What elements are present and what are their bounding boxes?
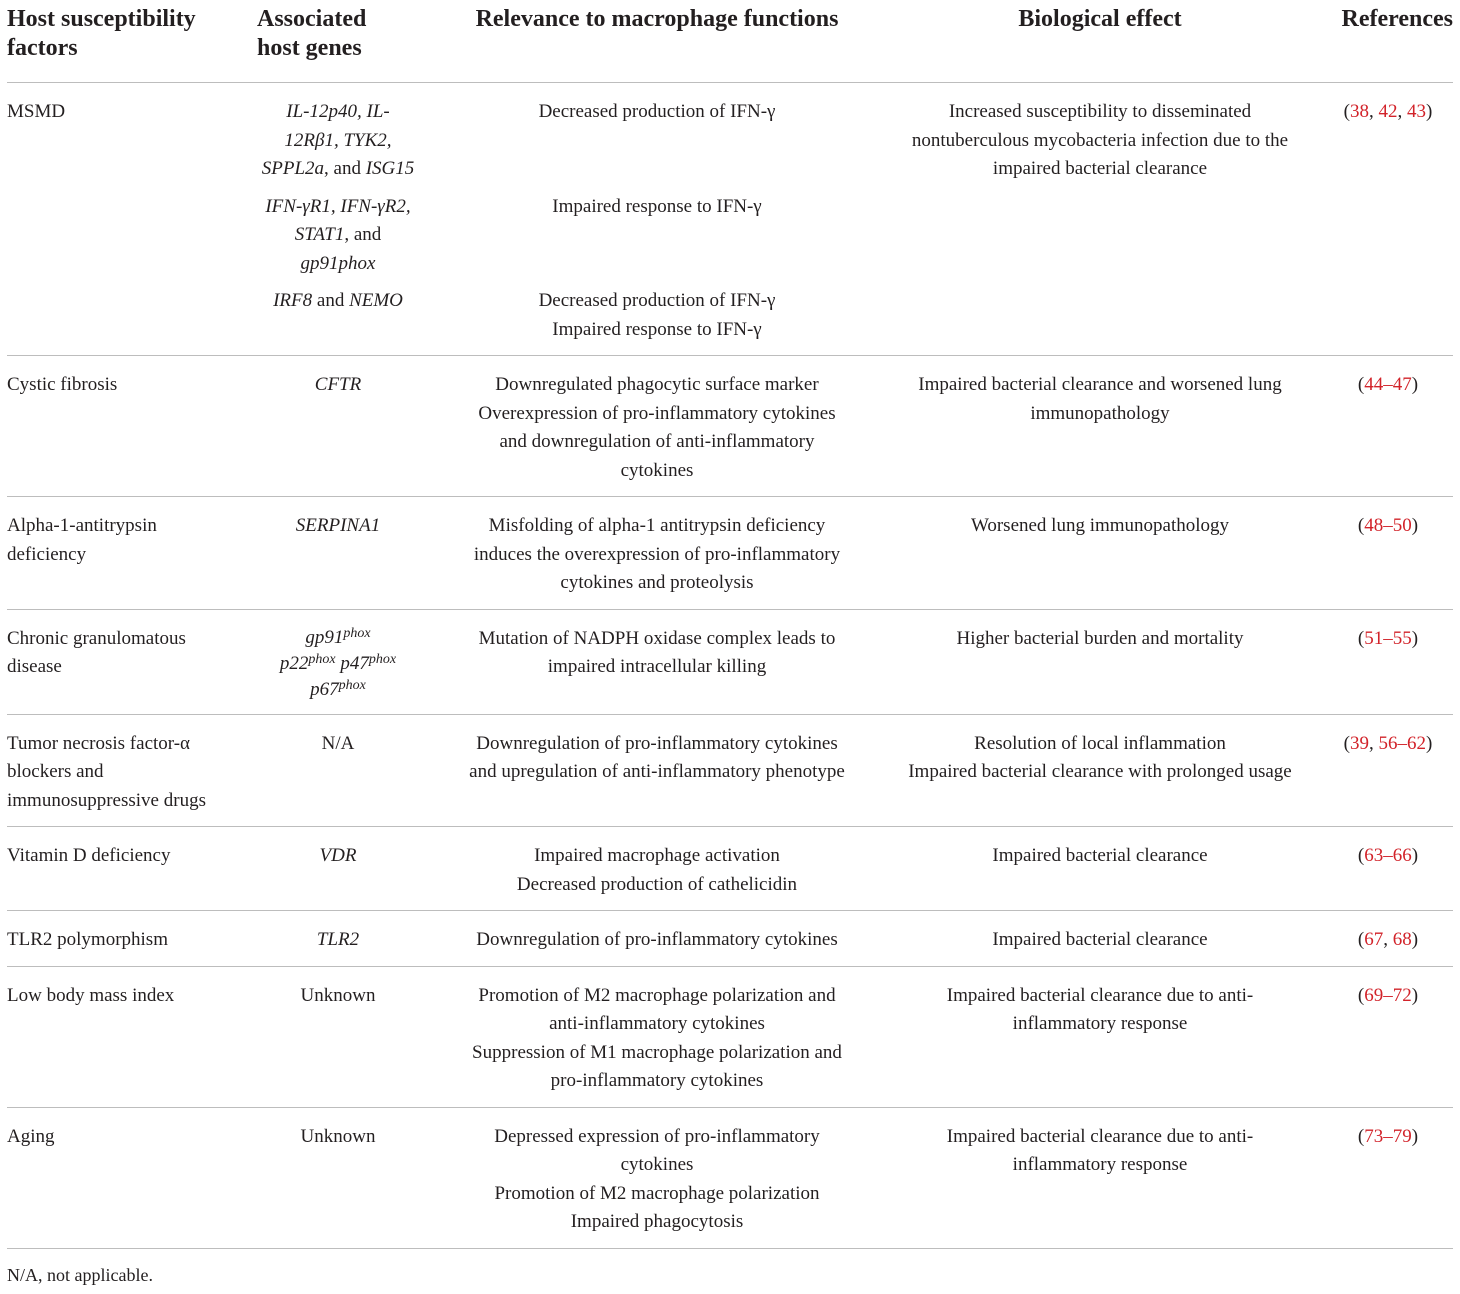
cell-effect: Impaired bacterial clearance xyxy=(877,911,1323,967)
cell-references: (38, 42, 43) xyxy=(1323,83,1453,356)
cell-genes: Unknown xyxy=(239,1107,437,1248)
cell-relevance: Mutation of NADPH oxidase complex leads to impaired intracellular killing xyxy=(437,609,877,714)
table-row-tnf-blockers xyxy=(7,714,1453,827)
header-references: References xyxy=(1323,0,1453,83)
cell-factor: MSMD xyxy=(7,83,239,356)
header-host-factors: Host susceptibility factors xyxy=(7,0,239,83)
cell-genes: SERPINA1 xyxy=(239,497,437,610)
table-row-vitamin-d xyxy=(7,827,1453,911)
cell-effect: Resolution of local inflammation Impaired bacterial clearance with prolonged usage xyxy=(877,714,1323,827)
header-associated-genes: Associated host genes xyxy=(239,0,437,83)
ref-link[interactable]: 68 xyxy=(1392,929,1412,950)
header-relevance: Relevance to macrophage functions xyxy=(437,0,877,83)
cell-genes: N/A xyxy=(239,714,437,827)
table-row-tlr2 xyxy=(7,911,1453,967)
cell-factor: TLR2 polymorphism xyxy=(7,911,239,967)
ref-link[interactable]: 42 xyxy=(1378,101,1398,122)
cell-factor: Chronic granulomatous disease xyxy=(7,609,239,714)
ref-link[interactable]: 48–50 xyxy=(1364,515,1412,536)
ref-link[interactable]: 63–66 xyxy=(1364,845,1412,866)
cell-genes: $gp91^{phox}$ $p22^{phox}$ $p47^{phox}$ $p67^{phox}$ xyxy=(239,609,437,714)
cell-relevance: Downregulation of pro-inflammatory cytokines and upregulation of anti-inflammatory phenotype xyxy=(437,714,877,827)
table-row-chronic-granulomatous xyxy=(7,609,1453,714)
ref-link[interactable]: 43 xyxy=(1407,101,1426,122)
ref-link[interactable]: 38 xyxy=(1350,101,1369,122)
ref-link[interactable]: 44–47 xyxy=(1364,374,1412,395)
cell-genes: Unknown xyxy=(239,966,437,1107)
cell-relevance: Depressed expression of pro-inflammatory cytokines Promotion of M2 macrophage polarization Impaired phagocytosis xyxy=(437,1107,877,1248)
cell-factor: Alpha-1-antitrypsin deficiency xyxy=(7,497,239,610)
cell-genes: VDR xyxy=(239,827,437,911)
cell-references: (69–72) xyxy=(1323,966,1453,1107)
ref-link[interactable]: 73–79 xyxy=(1364,1125,1412,1147)
table-row-aging xyxy=(7,1107,1453,1248)
cell-factor: Vitamin D deficiency xyxy=(7,827,239,911)
cell-references: (63–66) xyxy=(1323,827,1453,911)
cell-effect: Impaired bacterial clearance due to anti- inflammatory response xyxy=(877,1107,1323,1248)
header-biological-effect: Biological effect xyxy=(877,0,1323,83)
cell-effect: Impaired bacterial clearance xyxy=(877,827,1323,911)
cell-relevance: Impaired macrophage activation Decreased production of cathelicidin xyxy=(437,827,877,911)
cell-factor: Aging xyxy=(7,1107,239,1248)
cell-relevance: Misfolding of alpha-1 antitrypsin deficiency induces the overexpression of pro-inflammatory cytokines and proteolysis xyxy=(437,497,877,610)
cell-references: (51–55) xyxy=(1323,609,1453,714)
ref-link[interactable]: 56–62 xyxy=(1378,732,1426,754)
cell-relevance: Downregulated phagocytic surface marker Overexpression of pro-inflammatory cytokines and downregulation of anti-inflammatory cytokines xyxy=(437,356,877,497)
table-footnote: N/A, not applicable. xyxy=(7,1265,153,1285)
ref-link[interactable]: 51–55 xyxy=(1364,627,1412,649)
cell-effect: Impaired bacterial clearance and worsened lung immunopathology xyxy=(877,356,1323,497)
macrophage-susceptibility-table xyxy=(7,0,1453,1249)
cell-effect: Impaired bacterial clearance due to anti- inflammatory response xyxy=(877,966,1323,1107)
ref-link[interactable]: 39 xyxy=(1350,732,1369,754)
cell-relevance: Promotion of M2 macrophage polarization and anti-inflammatory cytokines Suppression of M1 macrophage polarization and pro-inflammatory cytokines xyxy=(437,966,877,1107)
cell-references: (44–47) xyxy=(1323,356,1453,497)
cell-references: (67, 68) xyxy=(1323,911,1453,967)
ref-link[interactable]: 69–72 xyxy=(1364,984,1412,1006)
cell-genes: IL-12p40, IL- 12Rβ1, TYK2, SPPL2a, and ISG15 IFN-γR1, IFN-γR2, STAT1, and gp91phox IRF8 and NEMO xyxy=(239,83,437,356)
cell-effect: Worsened lung immunopathology xyxy=(877,497,1323,610)
table-row-low-bmi xyxy=(7,966,1453,1107)
header-row xyxy=(7,0,1453,83)
cell-references: (48–50) xyxy=(1323,497,1453,610)
table-row-alpha1-antitrypsin xyxy=(7,497,1453,610)
cell-factor: Low body mass index xyxy=(7,966,239,1107)
cell-references: (73–79) xyxy=(1323,1107,1453,1248)
table-row-msmd xyxy=(7,83,1453,356)
cell-genes: CFTR xyxy=(239,356,437,497)
table-row-cystic-fibrosis xyxy=(7,356,1453,497)
cell-effect: Higher bacterial burden and mortality xyxy=(877,609,1323,714)
cell-relevance: Downregulation of pro-inflammatory cytokines xyxy=(437,911,877,967)
cell-factor: Cystic fibrosis xyxy=(7,356,239,497)
cell-relevance: Decreased production of IFN-γ Impaired response to IFN-γ Decreased production of IFN-γ Impaired response to IFN-γ xyxy=(437,83,877,356)
cell-effect: Increased susceptibility to disseminated nontuberculous mycobacteria infection due to the impaired bacterial clearance xyxy=(877,83,1323,356)
cell-factor: Tumor necrosis factor-α blockers and immunosuppressive drugs xyxy=(7,714,239,827)
cell-genes: TLR2 xyxy=(239,911,437,967)
cell-references: (39, 56–62) xyxy=(1323,714,1453,827)
ref-link[interactable]: 67 xyxy=(1364,929,1384,950)
